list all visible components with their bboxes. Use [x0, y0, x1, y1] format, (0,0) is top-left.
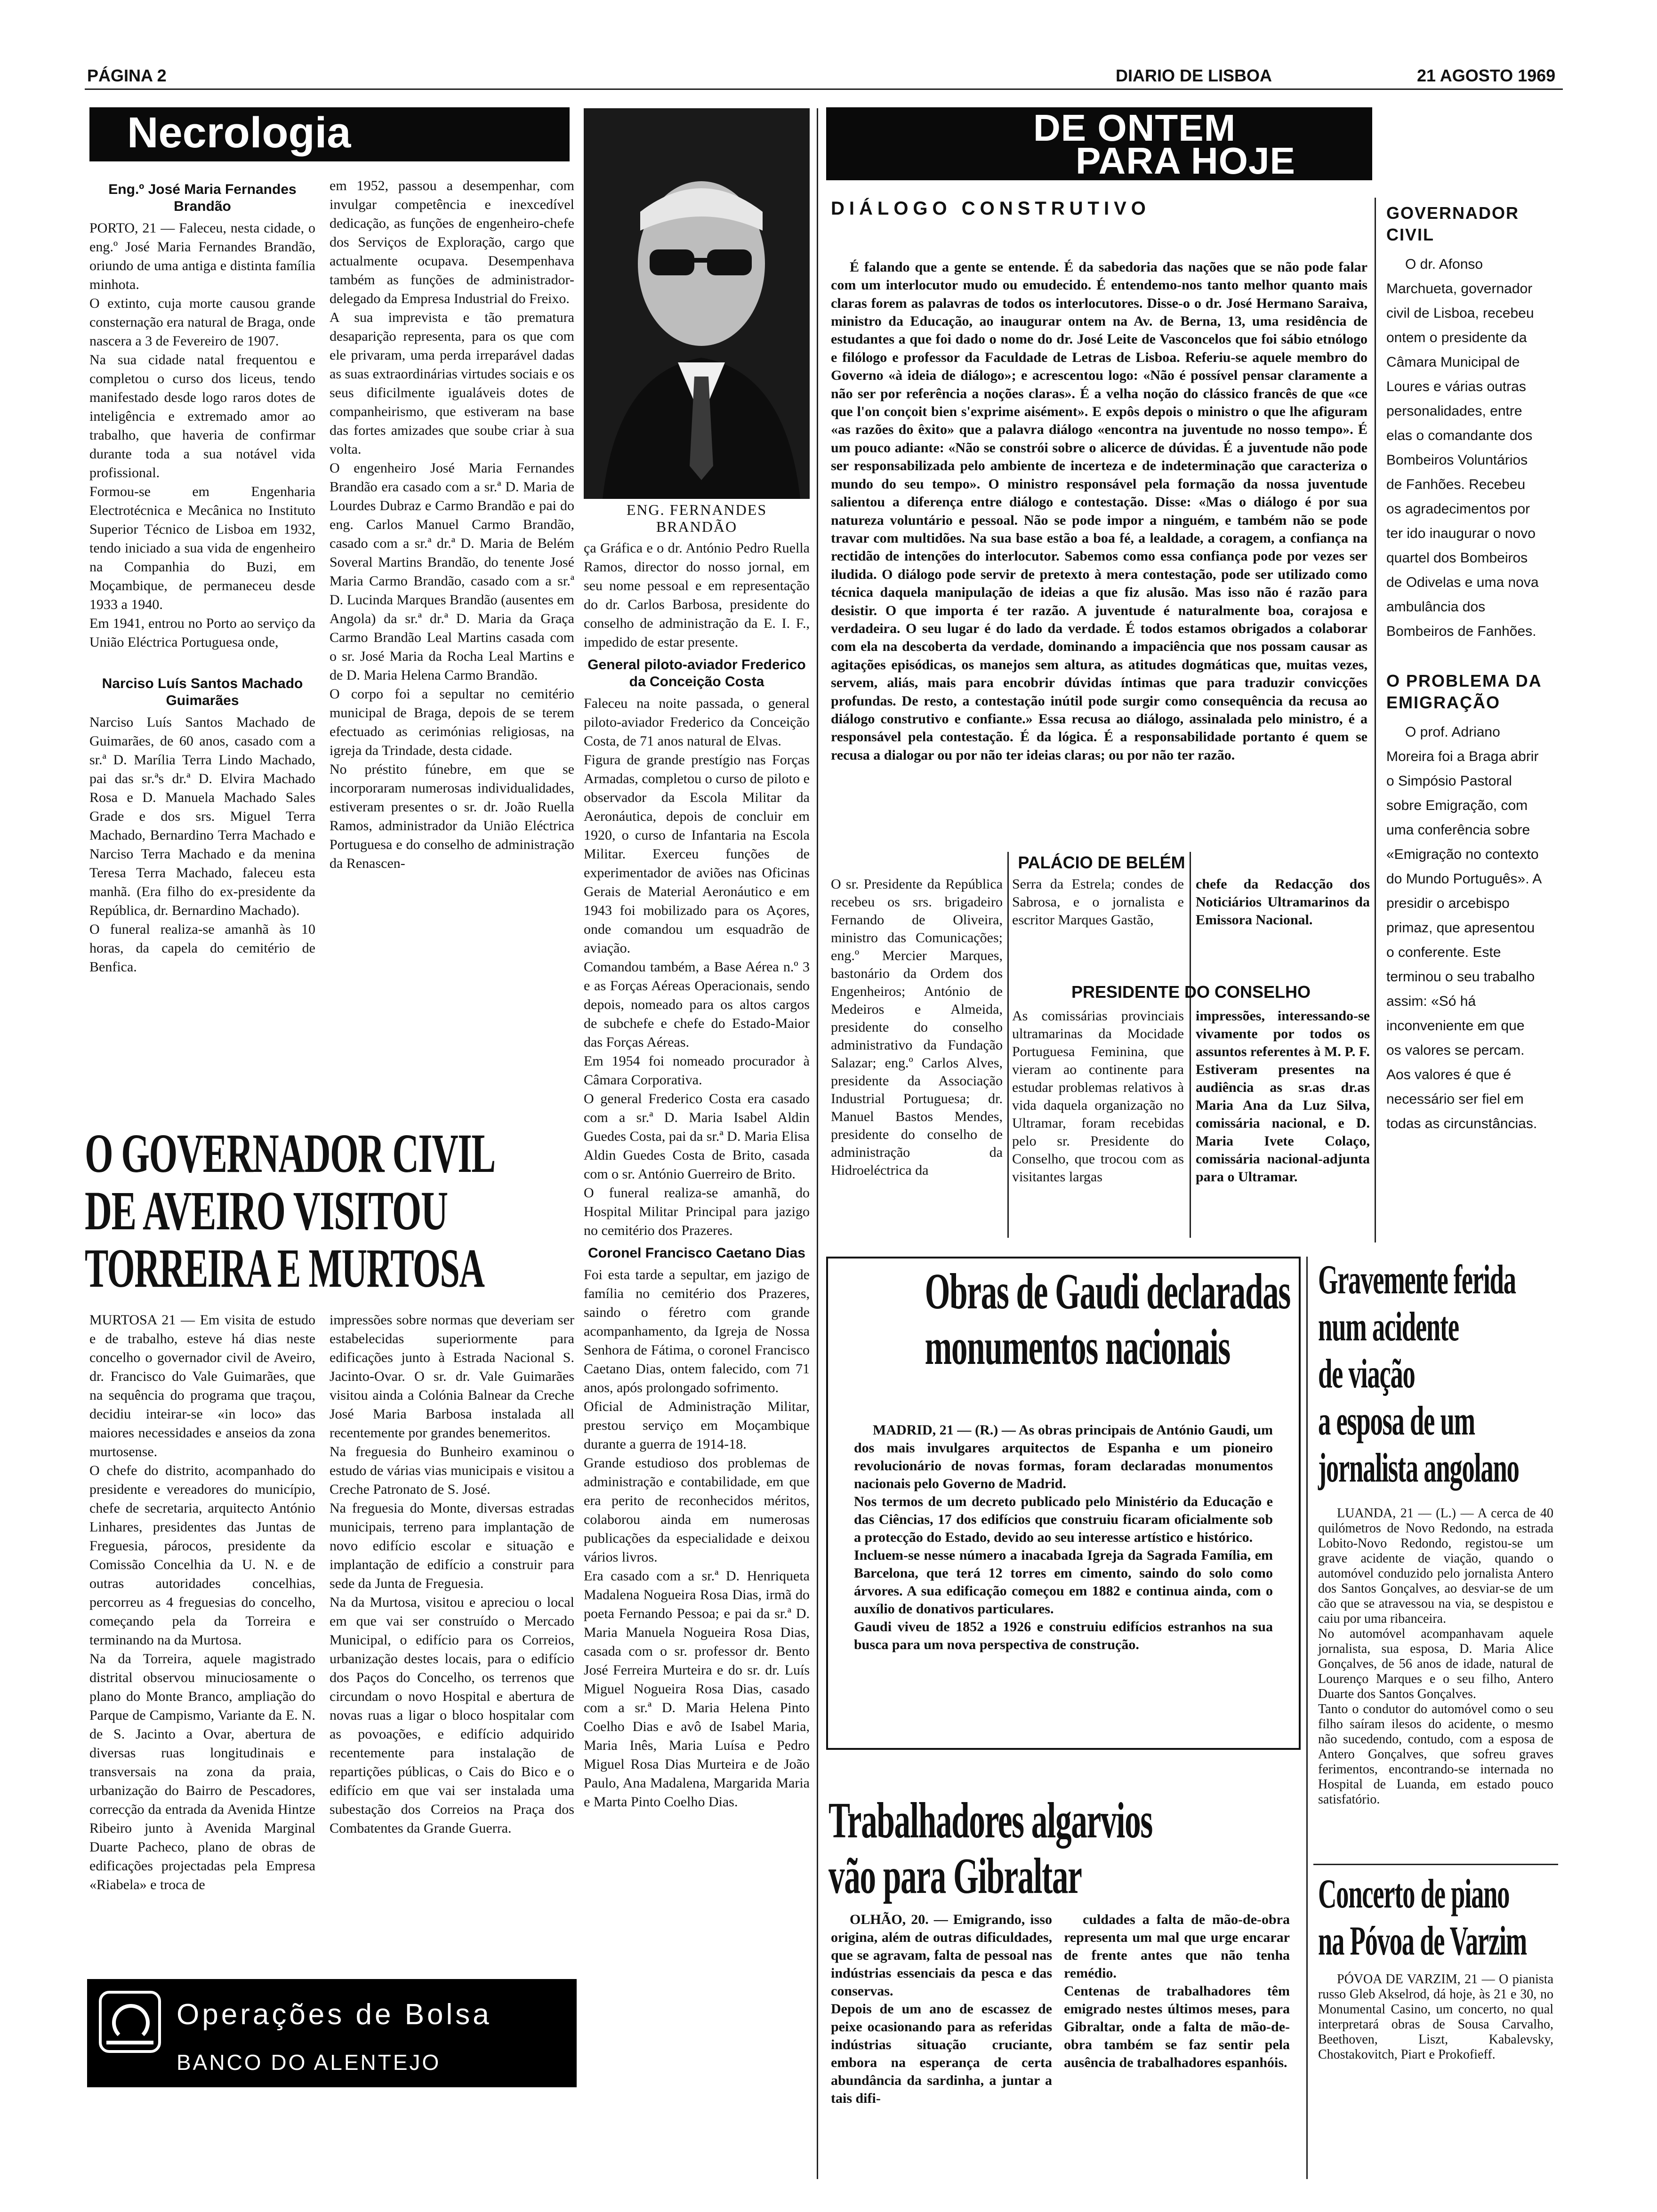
portrait-photo [584, 108, 810, 499]
dialogo-text: É falando que a gente se entende. É da sabedoria das nações que se não pode falar com um interlocutor mudo ou emudecido. É entendemo-nos tanto melhor quanto mais claras forem as palavras de todos os interlocutores. Disse-o o dr. José Hermano Saraiva, ministro da Educação, ao inaugurar ontem na Av. de Berna, 13, uma residência de estudantes a que foi dado o nome do dr. José Leite de Vasconcelos que foi sábio etnólogo e filólogo e professor da Faculdade de Letras de Lisboa. Referiu-se aquele membro do Governo «à ideia de diálogo»; e acrescentou logo: «Não é possível pensar claramente a não ser por referência a noções claras». É a velha noção do clássico francês de que «ce que l'on conçoit bien s'exprime aisément». E expôs depois o ministro o que lhe afiguram «as razões do êxito» que a palavra diálogo «encontra na juventude no nosso tempo». É um pouco adiante: «Não se constrói sobre o alicerce de dúvidas. É a juventude não pode ser responsabilizada pelo ambiente de incerteza e de indeterminação que caracteriza o mundo do seu tempo». O ministro responsável pela formação da nossa juventude salientou a diferença entre diálogo e contestação. Disse: «Mas o diálogo é por sua natureza voluntário e pessoal. Não se pode impor a ninguém, e também não se pode travar com multidões. Na sua base estão a boa fé, a lealdade, a coragem, a confiança na rectidão de intenções do interlocutor. Sabemos como essa confiança pode por vezes ser iludida. O diálogo pode servir de pretexto à mera contestação, pode ser utilizado como técnica daquela manipulação de ideias a que fiz alusão. Mas isso não é razão para desistir. O que importa é ter razão. A juventude é naturalmente boa, corajosa e verdadeira. O seu lugar é do lado da verdade. É todos estamos obrigados a colaborar com ela na descoberta da verdade, dominando a impaciência que nos possam causar as agitações episódicas, os manejos sem altura, as atitudes dogmáticas que, muitas vezes, servem, aliás, mais para encobrir dúvidas íntimas que para traduzir convicções profundas. De resto, a contestação inútil pode surgir como consequência da recusa ao diálogo construtivo e confiante.» Essa recusa ao diálogo, assinalada pelo ministro, é a responsável pela contestação. É da lógica. É a responsabilidade portanto é quem se recusa a dialogar ou por não ter ideias claras; ou por não ter razão. [831, 259, 1371, 763]
sidebar-rule [1375, 198, 1376, 1242]
ferida-text: LUANDA, 21 — (L.) — A cerca de 40 quilómetros de Novo Redondo, na estrada Lobito-Novo Redondo, registou-se um grave acidente de viação, quando o automóvel conduzido pelo jornalista Antero dos Santos Gonçalves, ao desviar-se de um cão que se atravessou na via, se despistou e caiu por uma ribanceira. No automóvel acompanhavam aquele jornalista, sua esposa, D. Maria Alice Gonçalves, de 56 anos de idade, natural de Lourenço Marques e o seu filho, Antero Duarte dos Santos Gonçalves. Tanto o condutor do automóvel como o seu filho saíram ilesos do acidente, o mesmo não sucedendo, contudo, com a esposa de Antero Gonçalves, que sofreu graves ferimentos, encontrando-se internada no Hospital de Luanda, em estado pouco satisfatório. [1318, 1506, 1553, 1807]
photo-caption-line-2: BRANDÃO [656, 518, 738, 535]
algarvios-headline-2: vão para Gibraltar [828, 1848, 1082, 1904]
gaudi-headline-1: Obras de Gaudi declaradas [925, 1264, 1291, 1320]
ferida-body [1318, 1506, 1553, 1807]
newspaper-name: DIARIO DE LISBOA [1116, 66, 1272, 85]
column-rule [817, 108, 818, 2179]
algarvios-text-2: culdades a falta de mão-de-obra representa um mal que urge encarar de frente antes que não tenha remédio. Centenas de trabalhadores têm emigrado nestes últimos meses, para Gibraltar, onde a falta de mão-de-obra também se faz sentir pela ausência de trabalhadores espanhóis. [1064, 1912, 1290, 2070]
dialogo-article [831, 198, 1371, 801]
algarvios-col-2 [1064, 1911, 1290, 2072]
belem-rule-1 [1007, 852, 1009, 1238]
gaudi-headline-2: monumentos nacionais [925, 1319, 1231, 1375]
portrait-figure [584, 108, 810, 499]
emigracao-text: O prof. Adriano Moreira foi a Braga abrir o Simpósio Pastoral sobre Emigração, com uma conferência sobre «Emigração no contexto do Mundo Português». A presidir o arcebispo primaz, que apresentou o conferente. Este terminou o seu trabalho assim: «Só há inconveniente em que os valores se percam. Aos valores é que é necessário ser fiel em todas as circunstâncias. [1386, 724, 1545, 1131]
algarvios-headline-1: Trabalhadores algarvios [828, 1793, 1153, 1849]
governador-civil-text: O dr. Afonso Marchueta, governador civil de Lisboa, recebeu ontem o presidente da Câmara Municipal de Loures e várias outras personalidades, entre elas o comandante dos Bombeiros Voluntários de Fanhões. Recebeu os agradecimentos por ter ido inaugurar o novo quartel dos Bombeiros de Odivelas e uma nova ambulância dos Bombeiros de Fanhões. [1386, 256, 1543, 639]
piano-rule [1313, 1864, 1558, 1865]
obituary-text-brandao-end: ça Gráfica e o dr. António Pedro Ruella Ramos, director do nosso jornal, em seu nome pessoal e em representação do dr. Carlos Barbosa, presidente do conselho de administração da E. I. F., impedido de estar presente. [584, 540, 813, 650]
belem-col-1 [831, 875, 1006, 1179]
obituary-text-guimaraes: Narciso Luís Santos Machado de Guimarães, de 60 anos, casado com a sr.ª D. Marília Terra Lindo Machado, pai das sr.ªs dr.ª D. Elvira Machado Rosa e D. Manuela Machado Sales Grade e dos srs. Miguel Terra Machado, Bernardino Terra Machado e Narciso Terra Machado e da menina Teresa Terra Machado, faleceu esta manhã. (Era filho do ex-presidente da República, dr. Bernardino Machado). O funeral realiza-se amanhã às 10 horas, da capela do cemitério de Benfica. [89, 714, 315, 975]
right-rule [1306, 1257, 1308, 2179]
photo-caption [584, 501, 810, 535]
obituary-title-costa: General piloto-aviador Frederico da Conceição Costa [587, 657, 806, 689]
conselho-text-2: impressões, interessando-se vivamente por todos os assuntos referentes à M. P. F. Estiveram presentes na audiência as sr.as dr.as Maria Ana da Luz Silva, comissária nacional, e D. Maria Ivete Colaço, comissária nacional-adjunta para o Ultramar. [1196, 1008, 1374, 1185]
conselho-title: PRESIDENTE DO CONSELHO [1071, 982, 1311, 1002]
necrologia-banner [89, 107, 570, 161]
ferida-headline-2: num acidente [1318, 1304, 1459, 1350]
algarvios-headline-block [828, 1793, 1299, 1904]
ontem-banner-line-1: DE ONTEM [1033, 107, 1236, 149]
necrologia-col-2 [330, 176, 574, 873]
aveiro-text-2: impressões sobre normas que deveriam ser estabelecidas superiormente para edificações junto à Estrada Nacional S. Jacinto-Ovar. O sr. dr. Vale Guimarães visitou ainda a Colónia Balnear da Creche José Maria Barbosa instalada all recentemente por grandes benemeritos. Na freguesia do Bunheiro examinou o estudo de várias vias municipais e visitou a Creche Patronato de S. José. Na freguesia do Monte, diversas estradas municipais, terreno para implantação de novo edifício escolar e situação e implantação de edifício a construir para sede da Junta de Freguesia. Na da Murtosa, visitou e apreciou o local em que vai ser construído o Mercado Municipal, o edifício para os Correios, urbanização destes locais, para o edifício dos Paços do Concelho, os terrenos que circundam o novo Hospital e abertura de novas ruas a ligar o bloco hospitalar com as povoações, e edifício adquirido recentemente para instalação de repartições públicas, o Cais do Bico e o edifício em que vai ser instalada uma subestação dos Correios na Praça dos Combatentes da Grande Guerra. [330, 1312, 574, 1836]
photo-caption-line-1: ENG. FERNANDES [626, 501, 767, 518]
aveiro-col-1 [89, 1311, 315, 1894]
aveiro-headline-block [85, 1122, 574, 1299]
obituary-text-costa: Faleceu na noite passada, o general piloto-aviador Frederico da Conceição Costa, de 71 anos natural de Elvas. Figura de grande prestígio nas Forças Armadas, completou o curso de piloto e observador da Escola Militar da Aeronáutica, depois de concluir em 1920, o curso de Infantaria na Escola Militar. Exerceu funções de experimentador de aviões nas Oficinas Gerais de Material Aeronáutico e em 1943 foi mobilizado para os Açores, onde comandou um esquadrão de aviação. Comandou também, a Base Aérea n.º 3 e as Forças Aéreas Operacionais, sendo depois, nomeado para os altos cargos de subchefe e chefe do Estado-Maior das Forças Aéreas. Em 1954 foi nomeado procurador à Câmara Corporativa. O general Frederico Costa era casado com a sr.ª D. Maria Isabel Aldin Guedes Costa, pai da sr.ª D. Maria Elisa Aldin Guedes Costa de Brito, casada com o sr. António Guerreiro de Brito. O funeral realiza-se amanhã, do Hospital Militar Principal para jazigo no cemitério dos Prazeres. [584, 696, 810, 1238]
belem-title: PALÁCIO DE BELÉM [1018, 853, 1185, 872]
aveiro-headline-1: O GOVERNADOR CIVIL [85, 1122, 495, 1184]
necrologia-col-1 [89, 176, 315, 977]
ontem-banner [826, 107, 1372, 180]
aveiro-col-2 [330, 1311, 574, 1965]
conselho-col-3 [1196, 1007, 1374, 1186]
belem-col-3 [1196, 875, 1374, 929]
aveiro-text-1: MURTOSA 21 — Em visita de estudo e de trabalho, esteve há dias neste concelho o governador civil de Aveiro, dr. Francisco do Vale Guimarães, que na sequência do programa que traçou, decidiu inteirar-se «in loco» das maiores necessidades e anseios da zona murtosense. O chefe do distrito, acompanhado do presidente e vereadores do município, chefe de secretaria, arquitecto António Linhares, presidentes das Juntas de Freguesia, párocos, presidente da Comissão Concelhia da U. N. e de outras autoridades concelhias, percorreu as 4 freguesias do concelho, começando pela da Torreira e terminando na da Murtosa. Na da Torreira, aquele magistrado distrital observou minuciosamente o plano do Monte Branco, ampliação do Parque de Campismo, Variante da E. N. de S. Jacinto a Ovar, abertura de diversas ruas longitudinais e transversais na zona da praia, urbanização do Bairro de Pescadores, correcção da entrada da Avenida Hintze Ribeiro junto à Avenida Marginal Duarte Pacheco, plano de obras de edificações projectadas pela Empresa «Riabela» e troca de [89, 1312, 315, 1892]
piano-headline-1: Concerto de piano [1318, 1871, 1510, 1917]
sidebar [1386, 202, 1545, 1136]
ferida-headline-3: de viação [1318, 1351, 1415, 1397]
belem-text-2: Serra da Estrela; condes de Sabrosa, e o jornalista e escritor Marques Gastão, [1012, 876, 1188, 928]
gaudi-box [826, 1257, 1301, 1750]
gaudi-text: MADRID, 21 — (R.) — As obras principais de António Gaudi, um dos mais invulgares arquitectos de Espanha e um pioneiro revolucionário de novas formas, foram declaradas monumentos nacionais pelo Governo de Madrid. Nos termos de um decreto publicado pelo Ministério da Educação e das Ciências, 17 dos edifícios que construiu ficaram oficialmente sob a protecção do Estado, devido ao seu interesse artístico e histórico. Incluem-se nesse número a inacabada Igreja da Sagrada Família, em Barcelona, que terá 12 torres em cimento, saindo do solo como árvores. A sua edificação começou em 1882 e continua ainda, com o auxílio de donativos particulares. Gaudi viveu de 1852 a 1926 e construiu edifícios estranhos na sua busca para um nova perspectiva de construção. [854, 1422, 1273, 1652]
necrologia-col-3 [584, 539, 813, 1811]
obituary-text-brandao-cont: em 1952, passou a desempenhar, com invulgar competência e inexcedível dedicação, as funções de engenheiro-chefe dos Serviços de Exploração, cargo que actualmente ocupava. Desempenhava também as funções de administrador-delegado da Empresa Industrial do Freixo. A sua imprevista e tão prematura desaparição representa, para os que com ele privaram, uma perda irreparável dadas as suas extraordinárias virtudes sociais e os seus dificilmente igualáveis dotes de companheirismo, que estiveram na base das fortes amizades que soube criar à sua volta. O engenheiro José Maria Fernandes Brandão era casado com a sr.ª D. Maria de Lourdes Dubraz e Carmo Brandão e pai do eng. Carlos Manuel Carmo Brandão, casado com a sr.ª dr.ª D. Maria de Belém Soveral Martins Brandão, do tenente José Maria Carmo Brandão, casado com a sr.ª D. Lucinda Marques Brandão (ausentes em Angola) da sr.ª dr.ª D. Maria da Graça Carmo Brandão Leal Martins casada com o sr. José Maria da Rocha Leal Martins e de D. Maria Helena Carmo Brandão. O corpo foi a sepultar no cemitério municipal de Braga, depois de se terem efectuado as cerimónias religiosas, na igreja da Trindade, desta cidade. No préstito fúnebre, em que se incorporaram numerosas individualidades, estiveram presentes o sr. dr. João Ruella Ramos, administrador da União Eléctrica Portuguesa e do conselho de administração da Renascen- [330, 178, 574, 871]
belem-text-3: chefe da Redacção dos Noticiários Ultramarinos da Emissora Nacional. [1196, 876, 1374, 928]
bolsa-bank: BANCO DO ALENTEJO [177, 2050, 441, 2075]
obituary-title-dias: Coronel Francisco Caetano Dias [588, 1245, 805, 1261]
piano-text: PÓVOA DE VARZIM, 21 — O pianista russo Gleb Akselrod, dá hoje, às 21 e 30, no Monumental Casino, um concerto, no qual interpretará obras de Sousa Carvalho, Beethoven, Liszt, Kabalevsky, Chostakovitch, Piart e Prokofieff. [1318, 1972, 1557, 2062]
piano-body [1318, 1972, 1557, 2062]
piano-headline-2: na Póvoa de Varzim [1318, 1918, 1527, 1964]
issue-date: 21 AGOSTO 1969 [1417, 66, 1556, 85]
algarvios-col-1 [831, 1911, 1052, 2108]
ontem-banner-line-2: PARA HOJE [1076, 140, 1295, 182]
ferida-headline-5: jornalista angolano [1318, 1445, 1519, 1491]
obituary-title-brandao: Eng.º José Maria Fernandes Brandão [108, 182, 297, 214]
belem-col-2 [1012, 875, 1188, 929]
conselho-text-1: As comissárias provinciais ultramarinas da Mocidade Portuguesa Feminina, que vieram ao continente para estudar problemas relativos à vida daquela organização no Ultramar, foram recebidas pelo sr. Presidente do Conselho, que trocou com as visitantes largas [1012, 1008, 1188, 1185]
obituary-title-guimaraes: Narciso Luís Santos Machado Guimarães [102, 676, 303, 708]
belem-rule-2 [1190, 852, 1191, 1238]
bolsa-ad [87, 1979, 577, 2087]
algarvios-text-1: OLHÃO, 20. — Emigrando, isso origina, além de outras dificuldades, que se agravam, falta de pessoal nas indústrias essenciais da pesca e das conservas. Depois de um ano de escassez de peixe ocasionando para as referidas indústrias situação cruciante, embora na esperança de certa abundância da sardinha, a juntar a tais difi- [831, 1912, 1052, 2106]
bank-logo-icon [99, 1991, 161, 2053]
ferida-headline-4: a esposa de um [1318, 1398, 1475, 1444]
ferida-headline-1: Gravemente ferida [1318, 1257, 1516, 1303]
bolsa-title: Operações de Bolsa [177, 1998, 492, 2031]
governador-civil-title: GOVERNADOR CIVIL [1386, 203, 1520, 244]
aveiro-headline-3: TORREIRA E MURTOSA [85, 1237, 484, 1299]
emigracao-title: O PROBLEMA DA EMIGRAÇÃO [1386, 671, 1542, 712]
conselho-col-2 [1012, 1007, 1188, 1186]
aveiro-headline-2: DE AVEIRO VISITOU [85, 1180, 448, 1242]
obituary-text-brandao: PORTO, 21 — Faleceu, nesta cidade, o eng.º José Maria Fernandes Brandão, oriundo de uma antiga e distinta família minhota. O extinto, cuja morte causou grande consternação era natural de Braga, onde nascera a 3 de Fevereiro de 1907. Na sua cidade natal frequentou e completou o curso dos liceus, tendo manifestado desde logo raros dotes de inteligência e extremado amor ao trabalho, que haveria de confirmar durante toda a sua notável vida profissional. Formou-se em Engenharia Electrotécnica e Mecânica no Instituto Superior Técnico de Lisboa em 1932, tendo iniciado a sua vida de engenheiro na Companhia do Buzi, em Moçambique, de permaneceu desde 1933 a 1940. Em 1941, entrou no Porto ao serviço da União Eléctrica Portuguesa onde, [89, 220, 315, 650]
belem-text-1: O sr. Presidente da República recebeu os srs. brigadeiro Fernando de Oliveira, ministro das Comunicações; eng.º Mercier Marques, bastonário da Ordem dos Engenheiros; António de Medeiros e Almeida, presidente do conselho administrativo da Fundação Salazar; eng.º Carlos Alves, presidente da Associação Industrial Portuguesa; dr. Manuel Bastos Mendes, presidente do conselho de administração da Hidroeléctrica da [831, 876, 1006, 1178]
piano-headline-block [1318, 1871, 1563, 1965]
ferida-headline-block [1318, 1257, 1563, 1492]
necrologia-title: Necrologia [127, 109, 351, 157]
masthead-rule [85, 88, 1563, 90]
dialogo-title: DIÁLOGO CONSTRUTIVO [831, 198, 1150, 219]
obituary-text-dias: Foi esta tarde a sepultar, em jazigo de família no cemitério dos Prazeres, saindo o féretro com grande acompanhamento, da Igreja de Nossa Senhora de Fátima, o coronel Francisco Caetano Dias, ontem falecido, com 71 anos, após prolongado sofrimento. Oficial de Administração Militar, prestou serviço em Moçambique durante a guerra de 1914-18. Grande estudioso dos problemas de administração e contabilidade, em que era perito de reconhecidos méritos, colaborou ainda em numerosas publicações da especialidade e deixou vários livros. Era casado com a sr.ª D. Henriqueta Madalena Nogueira Rosa Dias, irmã do poeta Fernando Pessoa; e pai da sr.ª D. Maria Manuela Nogueira Rosa Dias, casada com o sr. professor dr. Bento José Ferreira Murteira e do sr. dr. Luís Miguel Nogueira Rosa Dias, casado com a sr.ª D. Maria Helena Pinto Coelho Dias e avô de Isabel Maria, Maria Inês, Maria Luísa e Pedro Miguel Rosa Dias Murteira e de João Paulo, Ana Madalena, Margarida Maria e Marta Pinto Coelho Dias. [584, 1267, 810, 1810]
page-number: PÁGINA 2 [87, 66, 167, 85]
